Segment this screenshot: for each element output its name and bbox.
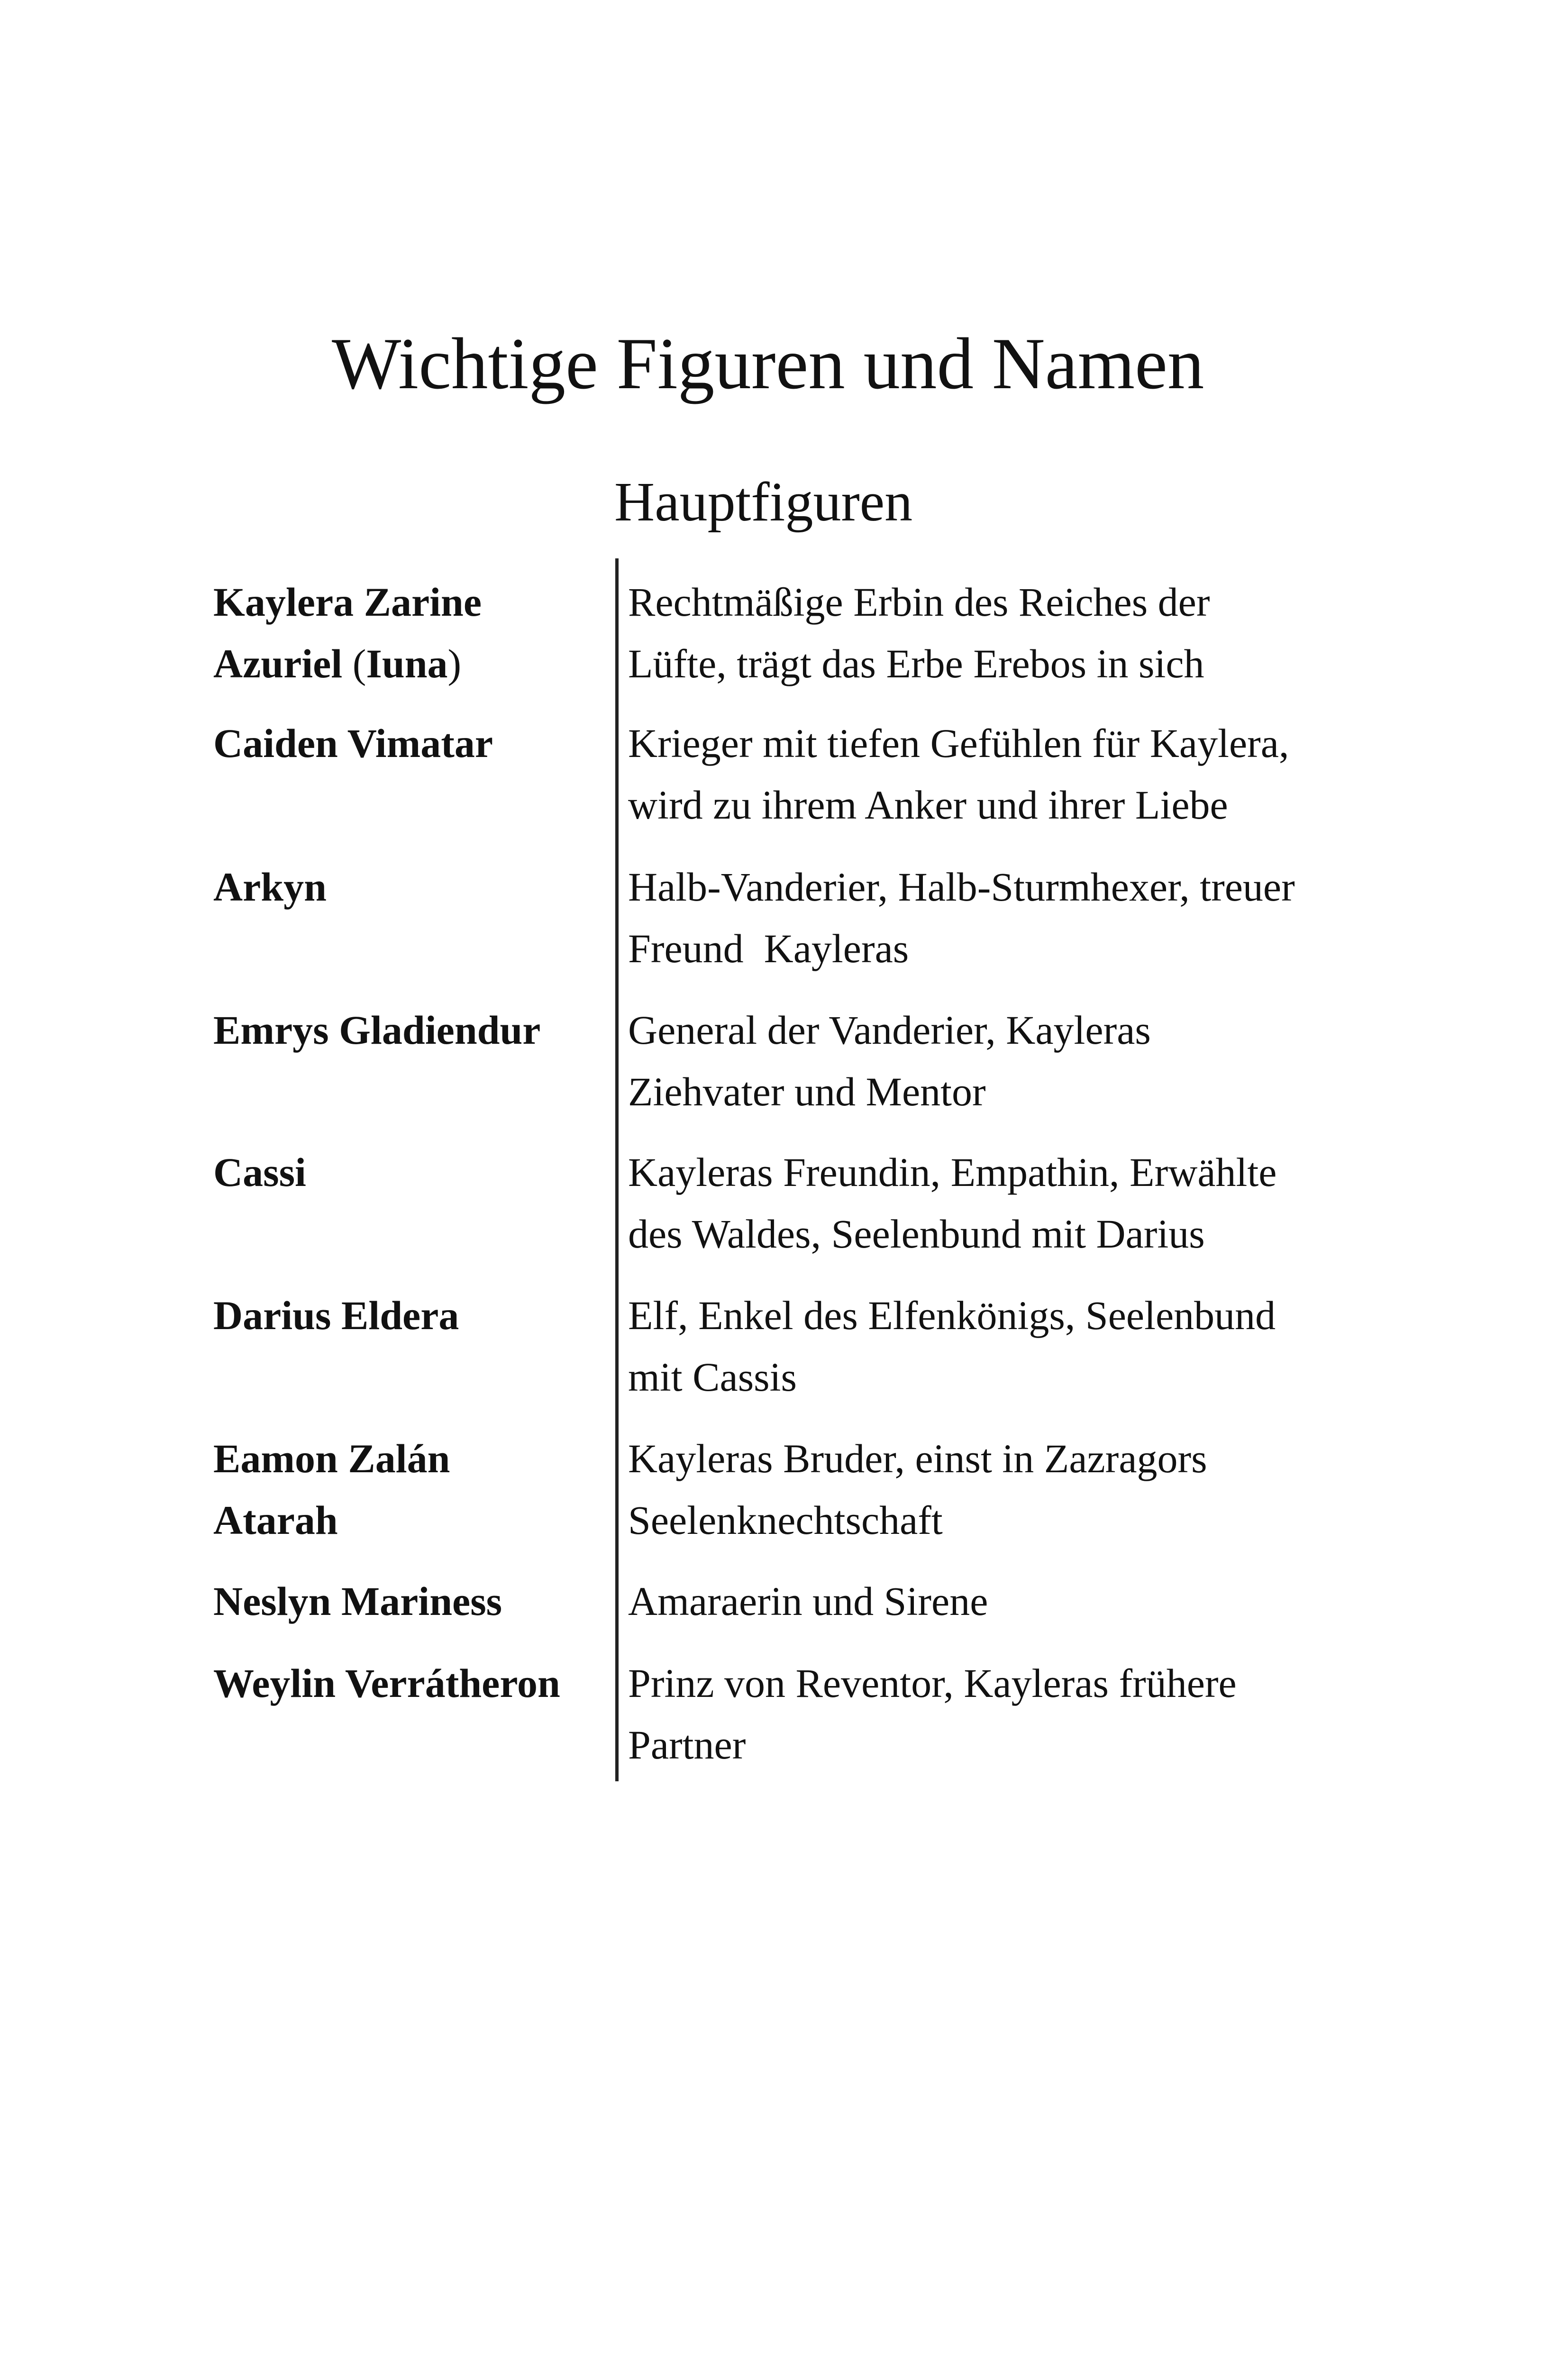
name-line: Arkyn <box>213 864 327 910</box>
character-name <box>213 1652 611 1714</box>
nickname: Iuna <box>366 641 448 686</box>
description-line: wird zu ihrem Anker und ihrer Liebe <box>628 782 1228 828</box>
description-line: General der Vanderier, Kayleras <box>628 1007 1151 1053</box>
description-line: Kayleras Freundin, Empathin, Erwählte <box>628 1149 1277 1195</box>
description-line: Kayleras Bruder, einst in Zazragors <box>628 1436 1207 1481</box>
name-line: Emrys Gladiendur <box>213 1007 541 1053</box>
column-divider <box>615 558 619 1781</box>
name-line: Weylin Verrátheron <box>213 1660 560 1706</box>
character-description <box>628 1285 1396 1408</box>
character-description <box>628 1428 1396 1551</box>
character-description <box>628 856 1396 979</box>
description-line: Prinz von Reventor, Kayleras frühere <box>628 1660 1237 1706</box>
character-description <box>628 712 1396 836</box>
paren-open: ( <box>342 641 366 686</box>
name-line: Darius Eldera <box>213 1293 459 1338</box>
character-description <box>628 1652 1396 1776</box>
description-line: Amaraerin und Sirene <box>628 1578 988 1624</box>
character-name <box>213 856 611 918</box>
name-line: Cassi <box>213 1149 306 1195</box>
section-subtitle: Hauptfiguren <box>614 471 913 533</box>
description-line: Seelenknechtschaft <box>628 1497 943 1543</box>
description-line: Partner <box>628 1722 746 1768</box>
name-line-part: Azuriel <box>213 641 343 686</box>
description-line: des Waldes, Seelenbund mit Darius <box>628 1211 1205 1257</box>
character-name <box>213 1285 611 1346</box>
name-line: Caiden Vimatar <box>213 720 493 766</box>
name-line: Neslyn Mariness <box>213 1578 502 1624</box>
page-title: Wichtige Figuren und Namen <box>332 323 1204 404</box>
character-description <box>628 1141 1396 1265</box>
name-line <box>213 633 611 694</box>
character-name <box>213 1570 611 1632</box>
name-line: Kaylera Zarine <box>213 579 482 625</box>
description-line: mit Cassis <box>628 1354 797 1400</box>
description-line: Ziehvater und Mentor <box>628 1069 986 1114</box>
description-line: Lüfte, trägt das Erbe Erebos in sich <box>628 641 1204 686</box>
description-line: Elf, Enkel des Elfenkönigs, Seelenbund <box>628 1293 1276 1338</box>
character-name <box>213 1141 611 1203</box>
character-name <box>213 999 611 1061</box>
name-line: Eamon Zalán <box>213 1436 450 1481</box>
character-name <box>213 1428 611 1551</box>
character-description <box>628 1570 1396 1632</box>
character-name <box>213 571 611 694</box>
character-description <box>628 571 1396 694</box>
description-line: Krieger mit tiefen Gefühlen für Kaylera, <box>628 720 1289 766</box>
character-description <box>628 999 1396 1122</box>
description-line: Halb-Vanderier, Halb-Sturmhexer, treuer <box>628 864 1295 910</box>
name-line: Atarah <box>213 1497 338 1543</box>
character-name <box>213 712 611 774</box>
description-line: Rechtmäßige Erbin des Reiches der <box>628 579 1210 625</box>
description-line: Freund Kayleras <box>628 926 909 971</box>
paren-close: ) <box>447 641 462 686</box>
